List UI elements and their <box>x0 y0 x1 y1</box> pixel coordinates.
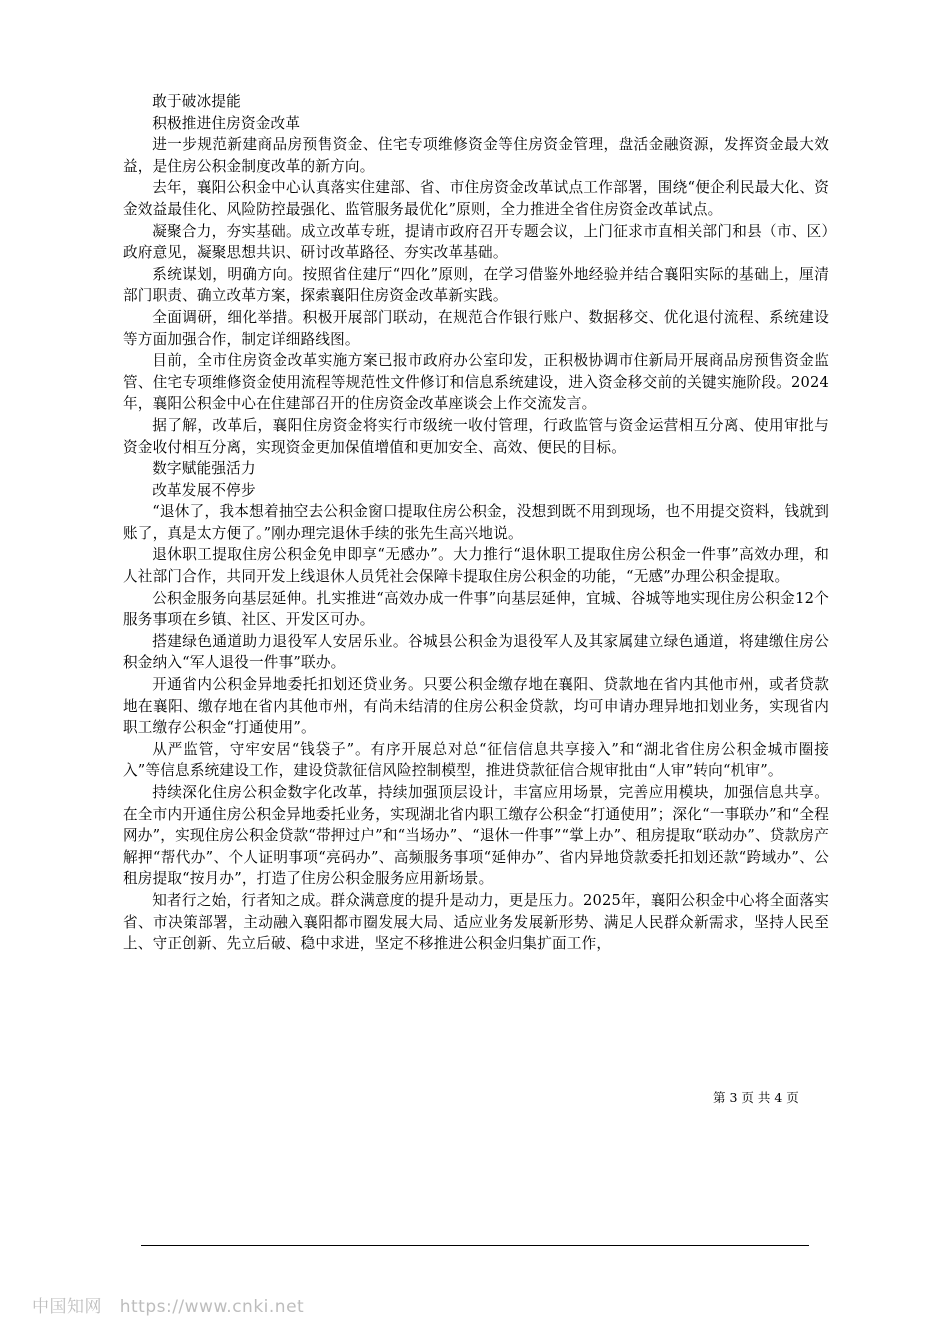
paragraph: 公积金服务向基层延伸。扎实推进“高效办成一件事”向基层延伸，宜城、谷城等地实现住房公积金12个服务事项在乡镇、社区、开发区可办。 <box>123 589 829 629</box>
paragraph: 据了解，改革后，襄阳住房资金将实行市级统一收付管理，行政监管与资金运营相互分离、使用审批与资金收付相互分离，实现资金更加保值增值和更加安全、高效、便民的目标。 <box>123 416 829 456</box>
paragraph: 从严监管，守牢安居“钱袋子”。有序开展总对总“征信信息共享接入”和“湖北省住房公积金城市圈接入”等信息系统建设工作，建设贷款征信风险控制模型，推进贷款征信合规审批由“人审”转向“机审”。 <box>123 740 829 780</box>
footer-divider <box>141 1245 809 1246</box>
paragraph: 退休职工提取住房公积金免申即享“无感办”。大力推行“退休职工提取住房公积金一件事”高效办理，和人社部门合作，共同开发上线退休人员凭社会保障卡提取住房公积金的功能，“无感”办理公积金提取。 <box>123 546 829 586</box>
paragraph: 开通省内公积金异地委托扣划还贷业务。只要公积金缴存地在襄阳、贷款地在省内其他市州，或者贷款地在襄阳、缴存地在省内其他市州，有尚未结清的住房公积金贷款，均可申请办理异地扣划业务，实现省内职工缴存公积金“打通使用”。 <box>123 676 829 737</box>
document-body <box>123 91 829 955</box>
page-number: 第 3 页 共 4 页 <box>713 1090 799 1105</box>
paragraph: 全面调研，细化举措。积极开展部门联动，在规范合作银行账户、数据移交、优化退付流程、系统建设等方面加强合作，制定详细路线图。 <box>123 308 829 348</box>
paragraph: 知者行之始，行者知之成。群众满意度的提升是动力，更是压力。2025年，襄阳公积金中心将全面落实省、市决策部署，主动融入襄阳都市圈发展大局、适应业务发展新形势、满足人民群众新需求，坚持人民至上、守正创新、先立后破、稳中求进，坚定不移推进公积金归集扩面工作， <box>123 891 829 953</box>
paragraph: “退休了，我本想着抽空去公积金窗口提取住房公积金，没想到既不用到现场，也不用提交资料，钱就到账了，真是太方便了。”刚办理完退休手续的张先生高兴地说。 <box>123 503 829 542</box>
heading-line: 积极推进住房资金改革 <box>152 114 301 132</box>
paragraph: 凝聚合力，夯实基础。成立改革专班，提请市政府召开专题会议，上门征求市直相关部门和县（市、区）政府意见，凝聚思想共识、研讨改革路径、夯实改革基础。 <box>123 222 829 262</box>
cnki-watermark: 中国知网 https://www.cnki.net <box>32 1297 305 1317</box>
heading-line: 数字赋能强活力 <box>152 460 256 478</box>
paragraph: 去年，襄阳公积金中心认真落实住建部、省、市住房资金改革试点工作部署，围绕“便企利民最大化、资金效益最佳化、风险防控最强化、监管服务最优化”原则，全力推进全省住房资金改革试点。 <box>123 179 829 218</box>
heading-line: 敢于破冰提能 <box>152 93 241 110</box>
heading-line: 改革发展不停步 <box>152 481 256 499</box>
paragraph: 系统谋划，明确方向。按照省住建厅“四化”原则，在学习借鉴外地经验并结合襄阳实际的基础上，厘清部门职责、确立改革方案，探索襄阳住房资金改革新实践。 <box>123 265 829 305</box>
paragraph: 搭建绿色通道助力退役军人安居乐业。谷城县公积金为退役军人及其家属建立绿色通道，将建缴住房公积金纳入“军人退役一件事”联办。 <box>123 632 829 672</box>
paragraph: 进一步规范新建商品房预售资金、住宅专项维修资金等住房资金管理，盘活金融资源，发挥资金最大效益，是住房公积金制度改革的新方向。 <box>123 136 829 175</box>
paragraph: 目前，全市住房资金改革实施方案已报市政府办公室印发，正积极协调市住新局开展商品房预售资金监管、住宅专项维修资金使用流程等规范性文件修订和信息系统建设，进入资金移交前的关键实施阶段。2024年，襄阳公积金中心在住建部召开的住房资金改革座谈会上作交流发言。 <box>123 352 829 413</box>
paragraph: 持续深化住房公积金数字化改革，持续加强顶层设计，丰富应用场景，完善应用模块，加强信息共享。在全市内开通住房公积金异地委托业务，实现湖北省内职工缴存公积金“打通使用”；深化“一事联办”和“全程网办”，实现住房公积金贷款“带押过户”和“当场办”、“退休一件事”“掌上办”、租房提取“联动办”、贷款房产解押“帮代办”、个人证明事项“亮码办”、高频服务事项“延伸办”、省内异地贷款委托扣划还款“跨域办”、公租房提取“按月办”，打造了住房公积金服务应用新场景。 <box>123 784 829 888</box>
